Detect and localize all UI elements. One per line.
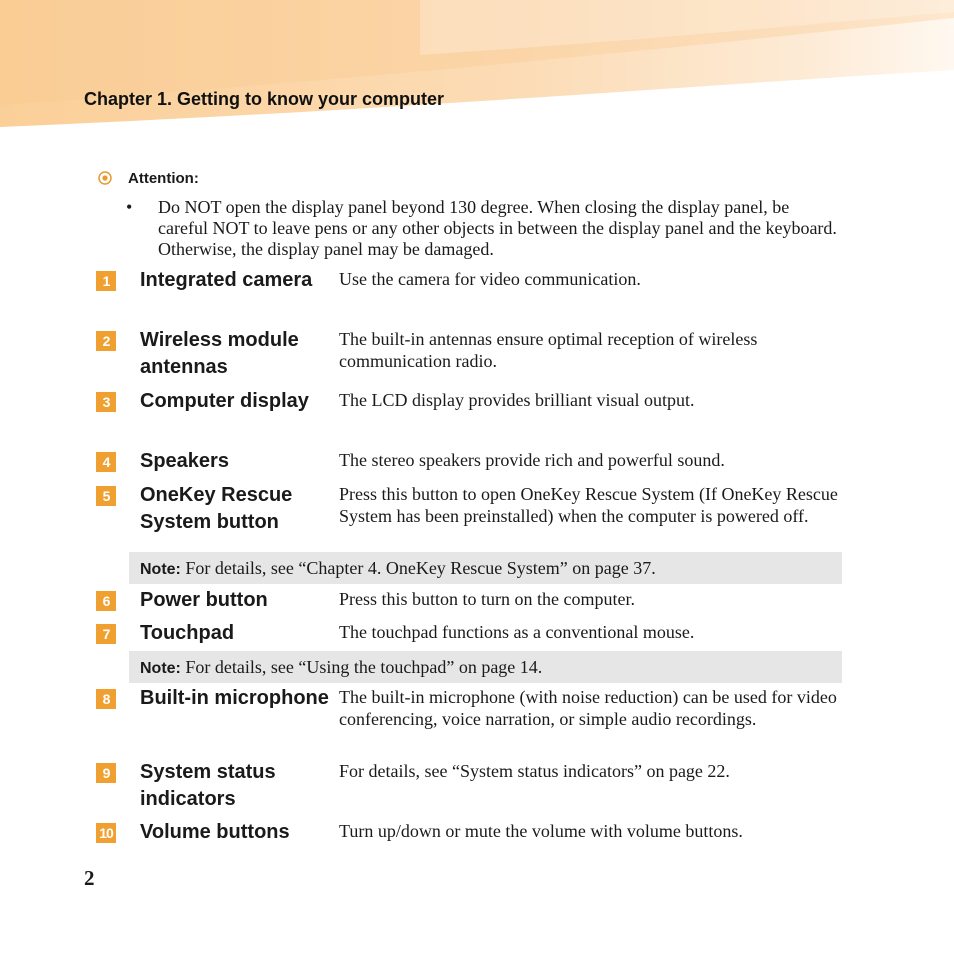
item-description: The touchpad functions as a conventional mouse. bbox=[339, 622, 695, 642]
item-description: For details, see “System status indicators” on page 22. bbox=[339, 761, 730, 781]
item-number-badge: 2 bbox=[96, 331, 116, 351]
item-description: The stereo speakers provide rich and powerful sound. bbox=[339, 450, 725, 470]
chapter-title: Chapter 1. Getting to know your computer bbox=[84, 89, 445, 109]
item-description: The built-in antennas ensure optimal reception of wireless communication radio. bbox=[339, 329, 758, 371]
header-band bbox=[0, 0, 954, 135]
bullet-marker: • bbox=[126, 197, 133, 217]
item-number-badge: 10 bbox=[96, 823, 116, 843]
item-number-badge: 5 bbox=[96, 486, 116, 506]
item-term: Computer display bbox=[140, 390, 309, 412]
attention-text: Do NOT open the display panel beyond 130 degree. When closing the display panel, be careful NOT to leave pens or any other objects in between the display panel and the keyboard. Otherwise, the display panel may be damaged. bbox=[158, 197, 837, 259]
attention-label: Attention: bbox=[128, 170, 199, 187]
item-description: The LCD display provides brilliant visual output. bbox=[339, 390, 695, 410]
note-touchpad bbox=[129, 651, 842, 683]
item-number-badge: 9 bbox=[96, 763, 116, 783]
item-description: The built-in microphone (with noise reduction) can be used for video conferencing, voice narration, or simple audio recordings. bbox=[339, 687, 837, 729]
item-term: Wireless module antennas bbox=[140, 329, 299, 378]
item-term: OneKey Rescue System button bbox=[140, 484, 293, 533]
item-number-badge: 6 bbox=[96, 591, 116, 611]
item-number-badge: 1 bbox=[96, 271, 116, 291]
page-number: 2 bbox=[84, 866, 95, 890]
item-term: Speakers bbox=[140, 450, 229, 472]
note-text: For details, see “Chapter 4. OneKey Rescue System” on page 37. bbox=[180, 558, 656, 578]
item-term: Integrated camera bbox=[140, 269, 313, 291]
note-label: Note: bbox=[140, 660, 181, 677]
item-term: Touchpad bbox=[140, 622, 235, 644]
note-onekey-rescue bbox=[129, 552, 842, 584]
item-description: Use the camera for video communication. bbox=[339, 269, 641, 289]
item-description: Press this button to open OneKey Rescue System (If OneKey Rescue System has been preinstalled) when the computer is powered off. bbox=[339, 484, 838, 526]
item-description: Turn up/down or mute the volume with volume buttons. bbox=[339, 821, 743, 841]
note-text: For details, see “Using the touchpad” on page 14. bbox=[180, 657, 543, 677]
item-term: Volume buttons bbox=[140, 821, 290, 843]
item-number-badge: 8 bbox=[96, 689, 116, 709]
item-number-badge: 7 bbox=[96, 624, 116, 644]
attention-circle-icon bbox=[98, 171, 112, 185]
item-term: Power button bbox=[140, 589, 268, 611]
item-number-badge: 3 bbox=[96, 392, 116, 412]
item-term: System status indicators bbox=[140, 761, 276, 810]
item-description: Press this button to turn on the computer. bbox=[339, 589, 635, 609]
item-number-badge: 4 bbox=[96, 452, 116, 472]
item-term: Built-in microphone bbox=[140, 687, 329, 709]
note-label: Note: bbox=[140, 561, 181, 578]
